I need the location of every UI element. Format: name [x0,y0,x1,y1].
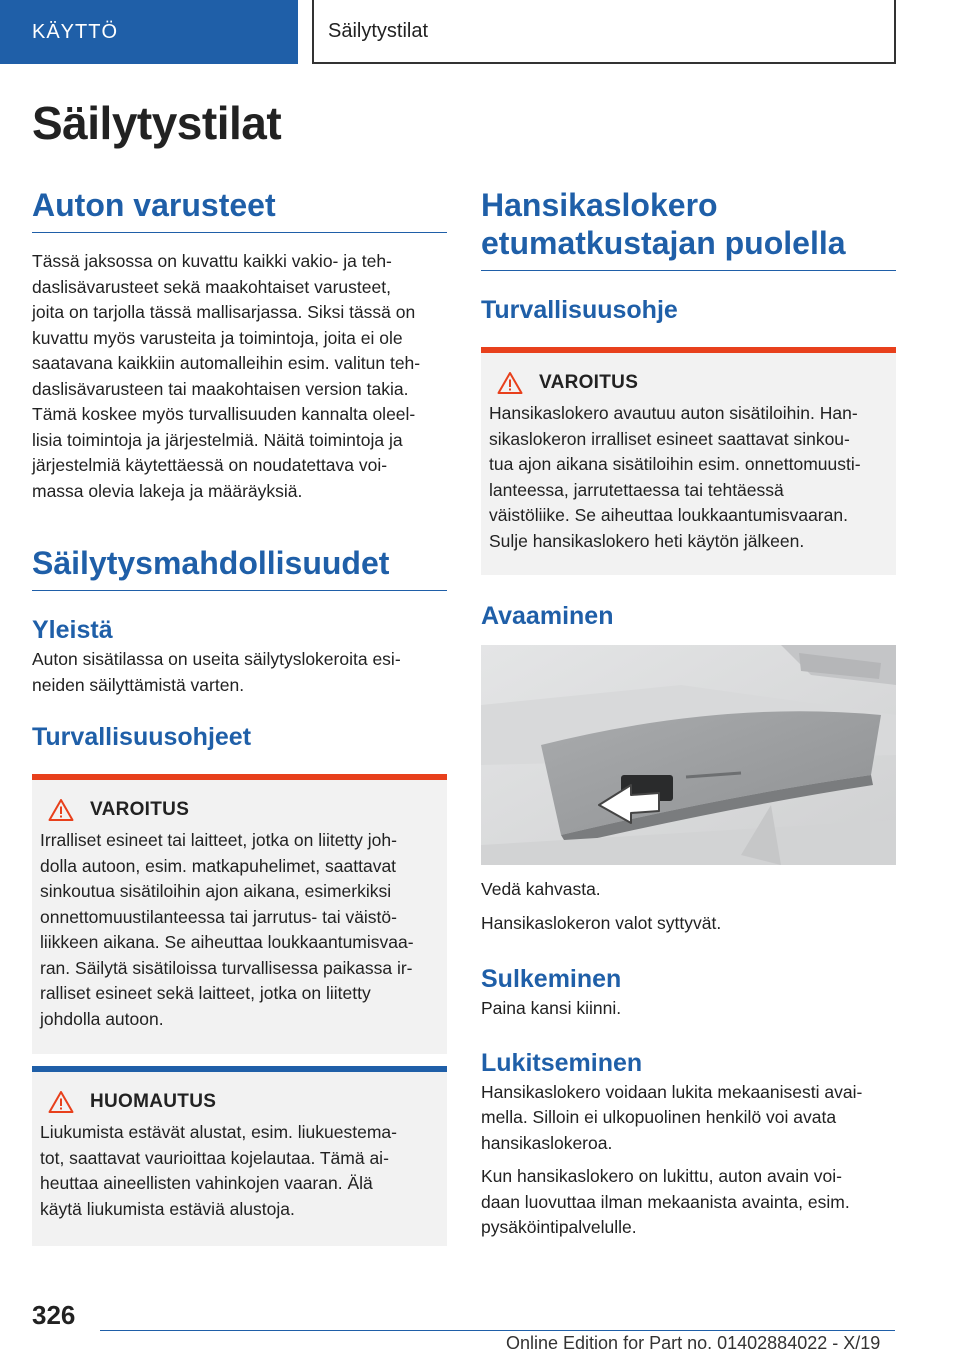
warning-box-glovebox [481,347,896,575]
heading-lukitseminen: Lukitseminen [481,1048,643,1077]
notice-box-anti-slip-mats [32,1066,447,1246]
left-column [32,186,447,1246]
heading-yleista: Yleistä [32,616,113,644]
section-tab: KÄYTTÖ [0,0,298,64]
notice-triangle-icon [48,1090,74,1114]
warning-triangle-icon [48,798,74,822]
heading-sulkeminen: Sulkeminen [481,965,622,993]
glovebox-photo [481,645,896,865]
heading-turvallisuusohje: Turvallisuusohje [481,296,678,324]
open-step-pull-handle: Vedä kahvasta. [481,879,601,899]
notice-text: Liukumista estävät alustat, esim. liukuestema- tot, saattavat vaurioittaa kojelautaa. Tämä ai- heuttaa aineellisten vahinkojen vaaran. Älä käytä liukumista estäviä alustoja. [40,1122,397,1219]
heading-hansikaslokero: Hansikaslokero etumatkustajan puolella [481,186,896,271]
heading-avaaminen: Avaaminen [481,602,614,630]
general-paragraph: Auton sisätilassa on useita säilytyslokeroita esi- neiden säilyttämistä varten. [32,649,401,695]
glovebox-illustration [481,645,896,865]
warning-header [489,371,886,395]
open-step-lights-on: Hansikaslokeron valot syttyvät. [481,912,722,933]
footer-divider [100,1330,895,1331]
lock-paragraph-1: Hansikaslokero voidaan lukita mekaanisesti avai- mella. Silloin ei ulkopuolinen henkilö voi avata hansikaslokeroa. [481,1081,863,1153]
lock-paragraph-2: Kun hansikaslokero on lukittu, auton avain voi- daan luovuttaa ilman mekaanista avainta, esim. pysäköintipalvelulle. [481,1166,850,1237]
heading-turvallisuusohjeet: Turvallisuusohjeet [32,723,252,751]
warning-box-loose-objects [32,774,447,1054]
notice-header [40,1090,437,1114]
close-paragraph: Paina kansi kiinni. [481,998,622,1018]
chapter-header: Säilytystilat [312,0,896,64]
equipment-paragraph: Tässä jaksossa on kuvattu kaikki vakio- ja teh- daslisävarusteet sekä maakohtaiset varusteet, joita on tarjolla tässä mallisarjassa. Siksi tässä on kuvattu myös varusteita ja toimintoja, joita ei ole saatavana kaikkiin automalleihin esim. valitun teh- daslisävarusteen tai maakohtaisen version takia. Tämä koskee myös turvallisuuden kannalta oleel- lisia toimintoja ja järjestelmiä. Näitä toimintoja ja järjestelmiä käytettäessä on noudatettava voi- massa olevia lakeja ja määräyksiä. [32,251,421,501]
warning-triangle-icon [497,371,523,395]
warning-header [40,798,437,822]
heading-auton-varusteet: Auton varusteet [32,186,447,233]
footer-edition: Online Edition for Part no. 01402884022 - X/19 [506,1333,881,1353]
right-column [481,186,896,1241]
warning-text: Hansikaslokero avautuu auton sisätiloihin. Han- sikaslokeron irralliset esineet saattavat sinkou- tua ajon aikana sisätiloihin esim. onnettomuusti- lanteessa, jarrutettaessa tai tehtäessä väistöliike. Se aiheuttaa loukkaantumisvaaran. Sulje hansikaslokero heti käytön jälkeen. [489,403,861,551]
warning-text: Irralliset esineet tai laitteet, jotka on liitetty joh- dolla autoon, esim. matkapuhelimet, saattavat sinkoutua sisätiloihin ajon aikana, esimerkiksi onnettomuustilanteessa tai jarrutus- tai väistö- liikkeen aikana. Se aiheuttaa loukkaantumisvaa- ran. Säilytä sisätiloissa turvallisessa paikassa ir- ralliset esineet sekä laitteet, jotka on liitetty johdolla autoon. [40,830,414,1029]
notice-title: HUOMAUTUS [90,1091,217,1112]
page-number: 326 [32,1300,76,1330]
warning-title: VAROITUS [539,372,639,393]
warning-title: VAROITUS [90,799,190,820]
heading-sailytysmahdollisuudet: Säilytysmahdollisuudet [32,544,447,591]
page-title: Säilytystilat [32,97,282,149]
